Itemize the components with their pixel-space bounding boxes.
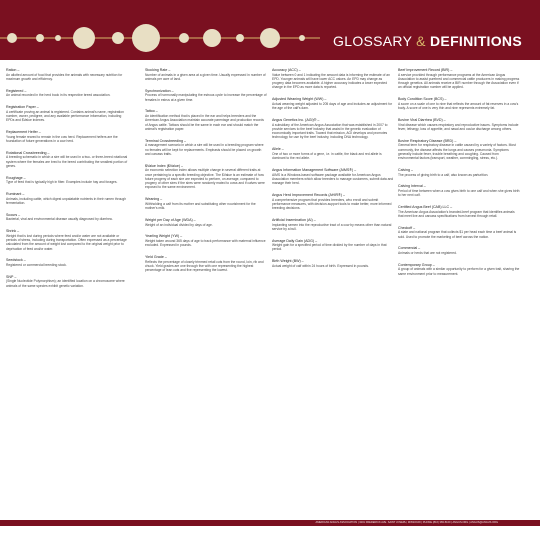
banner-circle: [7, 33, 17, 43]
glossary-term: Commercial –: [398, 246, 421, 251]
glossary-entry: [6, 258, 128, 267]
glossary-definition: Animals, including cattle, which digest unpalatable nutrients in their rumen through fermentation.: [6, 196, 127, 206]
glossary-definition: (Single Nucleotide Polymorphism); an identified location on a chromosome where animals of the same species exhibit genetic variation.: [6, 279, 125, 288]
glossary-entry: [398, 118, 520, 131]
title-definitions: DEFINITIONS: [430, 33, 522, 49]
header-banner: [0, 0, 540, 60]
glossary-term: Shrink –: [6, 229, 20, 234]
banner-circle: [179, 33, 189, 43]
page-title: [333, 33, 522, 49]
glossary-definition: An economic selection index allows multiple change in several different traits at once pertaining to a specific breeding objective. The $Value is an estimate of how future progeny of each sire are expected to perform, on average, compared to progeny of other sires if the sires were randomly mated to cows and if calves were exposed to the same environment.: [145, 168, 265, 190]
glossary-entry: [272, 68, 394, 90]
glossary-term: Accuracy (ACC) –: [272, 68, 301, 72]
glossary-term: Scours –: [6, 212, 21, 217]
glossary-definition: A service provided through performance programs at the American Angus Association to assist purebred and commercial cattle producers in making progress through genetics. All animals receive a BIR number through the Association even if an official registration number will be applied.: [398, 72, 520, 90]
glossary-term: Angus Information Management Software (AIMS®) –: [272, 167, 357, 172]
glossary-term: Beef Improvement Record (BIR) –: [398, 68, 453, 72]
banner-circle: [36, 34, 44, 42]
glossary-entry: [398, 184, 520, 197]
glossary-entry: [272, 239, 394, 252]
glossary-entry: [398, 139, 520, 161]
glossary-entry: [398, 246, 520, 255]
glossary-entry: [272, 193, 394, 210]
glossary-term: Checkoff –: [398, 225, 416, 230]
glossary-entry: [272, 118, 394, 140]
glossary-column-4: [398, 68, 520, 508]
banner-circle: [299, 35, 305, 41]
glossary-entry: [398, 226, 520, 239]
glossary-column-2: [145, 68, 267, 508]
glossary-definition: A score on a scale of one to nine that reflects the amount of fat reserves in a cow's body. A score of one is very thin and nine represents extremely fat.: [398, 101, 519, 111]
glossary-term: Weight per Day of Age (WDA) –: [145, 217, 196, 222]
glossary-definition: Withholding a calf from its mother and substituting other nourishment for the mother's milk.: [145, 201, 256, 211]
glossary-definition: An allotted amount of food that provides the animals with necessary nutrition for maximum growth and efficiency.: [6, 72, 123, 81]
glossary-entry: [145, 109, 267, 131]
glossary-term: Weaning –: [145, 197, 163, 202]
glossary-entry: [145, 234, 267, 247]
glossary-term: Calving –: [398, 167, 413, 172]
glossary-term: Average Daily Gain (ADG) –: [272, 238, 318, 243]
glossary-entry: [398, 263, 520, 276]
glossary-term: SNP –: [6, 274, 17, 279]
glossary-definition: Weight of an individual divided by days of age.: [145, 222, 213, 227]
glossary-entry: [6, 105, 128, 122]
glossary-entry: [6, 89, 128, 98]
glossary-entry: [6, 176, 128, 185]
glossary-term: Angus Herd Improvement Records (AHIR®) –: [272, 192, 345, 197]
glossary-entry: [6, 229, 128, 251]
glossary-term: Stocking Rate –: [145, 68, 171, 72]
glossary-definition: Bacterial, viral and environmental disease usually diagnosed by diarrhea.: [6, 217, 113, 222]
glossary-term: Calving Interval –: [398, 184, 426, 189]
glossary-term: Contemporary Group –: [398, 262, 435, 267]
glossary-definition: Animals or herds that are not registered.: [398, 250, 457, 255]
glossary-definition: Weight gain for a specified period of time divided by the number of days in that period.: [272, 243, 387, 252]
banner-circle: [73, 27, 95, 49]
glossary-entry: [272, 147, 394, 160]
title-glossary: GLOSSARY: [333, 33, 412, 49]
glossary-term: Seedstock –: [6, 258, 26, 263]
glossary-term: Ruminant –: [6, 192, 25, 197]
glossary-definition: Registered or commercial breeding stock.: [6, 263, 67, 268]
glossary-term: Rotational Crossbreeding –: [6, 150, 50, 155]
glossary-definition: A comprehensive program that provides breeders, who enroll and submit performance measures, with decision-support tools to make better, more informed breeding decisions.: [272, 197, 392, 211]
glossary-term: Terminal Crossbreeding –: [145, 138, 186, 143]
glossary-term: Bovine Respiratory Disease (BRD) –: [398, 138, 457, 143]
glossary-entry: [145, 164, 267, 190]
glossary-definition: A group of animals with a similar opportunity to perform for a given trait, sharing the same environment prior to measurement.: [398, 267, 520, 276]
glossary-term: Ration –: [6, 68, 20, 72]
glossary-definition: A management scenario in which a sire will be used in a breeding program where no females will be kept for replacements. Emphasis should be placed on growth and carcass traits.: [145, 143, 264, 156]
glossary-definition: AIMS is a Windows-based software package available for American Angus Association members which allow breeders to manage customers, submit data and manage their herd.: [272, 172, 394, 186]
glossary-term: Angus Genetics Inc. (AGI)® –: [272, 117, 320, 122]
glossary-entry: [6, 68, 128, 81]
banner-circle: [236, 34, 244, 42]
banner-circle: [203, 29, 221, 47]
glossary-entry: [272, 259, 394, 268]
glossary-term: Registered –: [6, 88, 27, 93]
glossary-definition: Weight that is lost during periods where feed and/or water are not available or periods of stress, including during transportation. Often expressed as a percentage calculated from the amount of weight lost compared to the original weight prior to deprivation of feed and/or water.: [6, 233, 127, 251]
glossary-term: Registration Paper –: [6, 105, 39, 110]
glossary-definition: Actual weight of calf within 24 hours of birth. Expressed in pounds.: [272, 263, 369, 268]
glossary-term: Allele –: [272, 147, 284, 152]
glossary-entry: [145, 255, 267, 272]
glossary-definition: Weight taken around 365 days of age to track performance with maternal influence excluded. Expressed in pounds.: [145, 238, 266, 248]
glossary-definition: Young female reared to remain in the cow herd. Replacement heifers are the foundation of future generations in a cow herd.: [6, 134, 118, 143]
glossary-term: Roughage –: [6, 175, 26, 180]
glossary-entry: [145, 68, 267, 81]
glossary-term: Body Condition Score (BCS) –: [398, 97, 447, 102]
decorative-circles: [0, 0, 540, 60]
glossary-definition: Value between 0 and 1 indicating the amount data is informing the estimate of an EPD. Younger animals will have lower ACC values. An EPD may change as progeny data becomes available. A higher accuracy indicates a lower expected change in the EPD as more data is reported.: [272, 72, 390, 90]
glossary-definition: Viral disease which causes respiratory and reproductive issues. Symptoms include fever, lethargy, loss of appetite, and nasal and ocular discharge among others.: [398, 122, 519, 131]
glossary-term: Synchronization –: [145, 88, 174, 93]
glossary-entry: [398, 68, 520, 90]
banner-circle: [112, 32, 124, 44]
glossary-definition: A state and national program that collects $1 per head each time a beef animal is sold. Used to promote the marketing of beef across the nation.: [398, 230, 517, 239]
glossary-entry: [6, 192, 128, 205]
glossary-column-3: [272, 68, 394, 508]
glossary-term: Bovine Viral Diarrhea (BVD) –: [398, 117, 446, 122]
glossary-definition: A subsidiary of the American Angus Association that was established in 2007 to provide services to the beef industry that assist in the genetic evaluation of economically important traits. Toward that mission, AGI develops and promotes technology for use by the beef industry, including DNA technology.: [272, 122, 388, 140]
glossary-entry: [272, 218, 394, 231]
banner-circle: [260, 28, 280, 48]
glossary-entry: [398, 205, 520, 218]
glossary-term: Yield Grade –: [145, 254, 167, 259]
glossary-columns: [0, 68, 540, 508]
glossary-entry: [398, 168, 520, 177]
glossary-definition: Actual weaning weight adjusted to 205 days of age and includes an adjustment for the age of the calf's dam.: [272, 101, 393, 111]
glossary-term: Adjusted Weaning Weight (WW) –: [272, 97, 327, 102]
glossary-entry: [6, 213, 128, 222]
glossary-definition: The process of giving birth to a calf, also known as parturition.: [398, 172, 489, 177]
footer-contact: AMERICAN ANGUS ASSOCIATION | 3201 FREDERICK AVE. SAINT JOSEPH, MISSOURI | PHONE (816) 383-5100 | ANGUS.ORG | ANGUS@ANGUS.ORG: [315, 521, 498, 524]
glossary-term: Tattoo –: [145, 109, 158, 114]
glossary-definition: An animal recorded in the herd book in its respective breed association.: [6, 93, 111, 98]
glossary-definition: Process of hormonally manipulating the estrous cycle to increase the percentage of females in estrus at a given time.: [145, 93, 267, 102]
glossary-definition: Type of feed that is typically high in fiber. Examples include hay and forages.: [6, 180, 118, 185]
glossary-entry: [272, 168, 394, 185]
banner-circle: [55, 35, 61, 41]
glossary-term: $Value Index ($Value) –: [145, 163, 184, 168]
glossary-entry: [145, 139, 267, 156]
glossary-entry: [6, 130, 128, 143]
glossary-entry: [398, 97, 520, 110]
glossary-term: Certified Angus Beef (CAB) LLC –: [398, 205, 453, 210]
title-ampersand: &: [416, 33, 426, 49]
glossary-definition: A breeding schematic in which a sire will be used in a two- or three-breed rotational system where the females are bred to the breed contributing the smallest portion of genes.: [6, 155, 128, 168]
glossary-entry: [145, 89, 267, 102]
glossary-entry: [272, 97, 394, 110]
glossary-term: Birth Weight (BW) –: [272, 259, 304, 264]
glossary-entry: [145, 218, 267, 227]
banner-circle: [132, 24, 160, 52]
glossary-term: Artificial Insemination (AI) –: [272, 217, 316, 222]
glossary-definition: The American Angus Association's branded-beef program that identifies animals that meet live and carcass specifications from harvest through retail.: [398, 209, 515, 218]
glossary-term: Replacement Heifer –: [6, 130, 41, 135]
glossary-definition: A certificate proving an animal is registered. Contains animal's name, registration number, owner, pedigree, and any available performance information, including EPDs and $Value indexes.: [6, 109, 124, 123]
glossary-definition: Reflects the percentage of closely trimmed retail cuts from the round, loin, rib and chuck. Yield grades are one through five with one representing the highest percentage of lean cuts and five representing the lowest.: [145, 259, 264, 273]
glossary-definition: General term for respiratory disease in cattle caused by a variety of factors. Most commonly, the disease affects the lungs and causes pneumonia. Symptoms generally include fever, trouble breathing and coughing. Caused from environmental factors (transport, weather, commingling, stress, etc.).: [398, 143, 516, 161]
glossary-entry: [6, 275, 128, 288]
glossary-definition: One of two or more forms of a gene, i.e. in cattle, the black and red allele is dominant to the red allele.: [272, 151, 382, 161]
glossary-entry: [6, 151, 128, 168]
glossary-definition: Period of time between when a cow gives birth to one calf and when she gives birth to her next calf.: [398, 188, 520, 198]
glossary-term: Yearling Weight (YW) –: [145, 234, 183, 239]
glossary-definition: Number of animals in a given area at a given time. Usually expressed in number of animals per acre of land.: [145, 72, 266, 81]
glossary-entry: [145, 197, 267, 210]
glossary-definition: Implanting semen into the reproductive tract of a cow by means other than natural service by a bull.: [272, 222, 392, 231]
glossary-definition: An identification method that is placed in the ear and helps breeders and the American Angus Association maintain accurate parentage and production records of Angus cattle. Tattoos should be the same in each ear and should match the animal's registration paper.: [145, 113, 264, 131]
glossary-column-1: [6, 68, 128, 508]
